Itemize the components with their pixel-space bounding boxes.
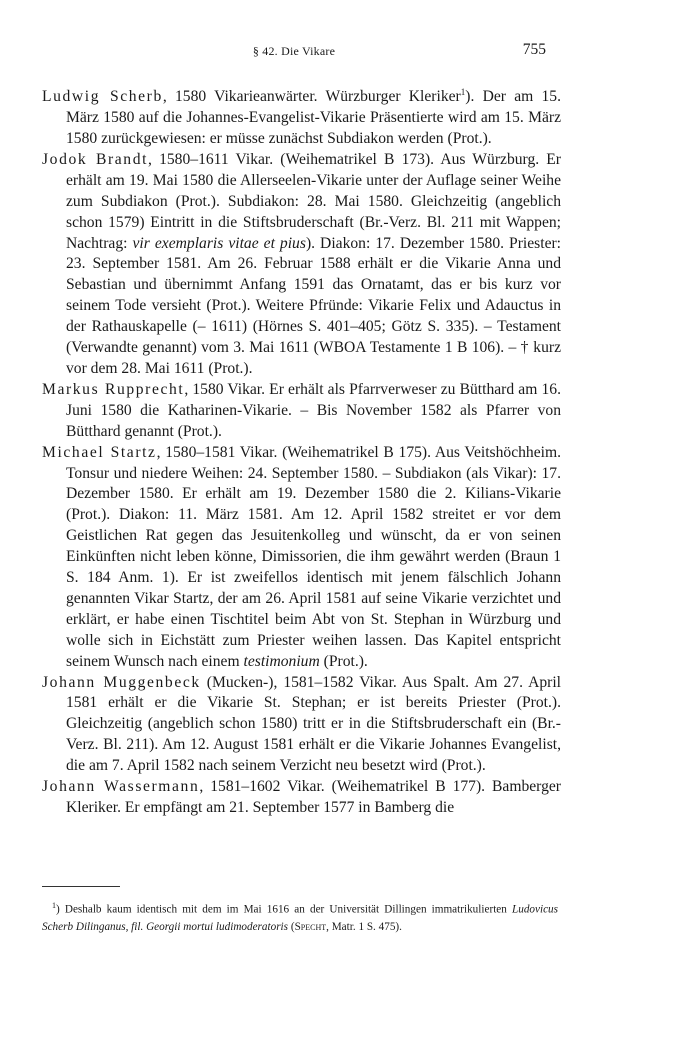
footnote-latin-text: Ludovicus Scherb Dilinganus, fil. Georgii mortui ludimoderatoris [42,903,558,933]
entry-name: Jodok Brandt [42,150,149,168]
footnote-text: ( [288,920,295,933]
entry-text: , 1580–1581 Vikar. (Weihematrikel B 175). Aus Veitshöchheim. Tonsur und niedere Weihen: 24. September 1580. – Subdiakon (als Vikar): 17. Dezember 1580. Er erhält am 19. Dezember 1580 die 2. Kilians-Vikarie (Prot.). Diakon: 11. März 1581. Am 12. April 1582 streitet er vor dem Geistlichen Rat gegen das Jesuitenkolleg und wünscht, da er von seinen Einkünften nicht leben könne, Dimissorien, die ihm gewährt werden (Braun 1 S. 184 Anm. 1). Er ist zweifellos identisch mit jenem fälschlich Johann genannten Vikar Startz, der am 26. April 1581 auf seine Vikarie verzichtet und erklärt, er habe einen Tischtitel beim Abt von St. Stephan in Würzburg und wolle sich in Eichstätt zum Priester weihen lassen. Das Kapitel entspricht seinem Wunsch nach einem [66,443,561,670]
entry-text: ). Diakon: 17. Dezember 1580. Priester: 23. September 1581. Am 26. Februar 1588 erhält er die Vikarie Anna und Sebastian und übernimmt Anfang 1591 das Ornatamt, das er bis kurz vor seinem Tode versieht (Prot.). Weitere Pfründe: Vikarie Felix und Adauctus in der Rathauskapelle (– 1611) (Hörnes S. 401–405; Götz S. 335). – Testament (Verwandte genannt) vom 3. Mai 1611 (WBOA Testamente 1 B 106). – † kurz vor dem 28. Mai 1611 (Prot.). [66,234,562,377]
entry-text: , 1581–1602 Vikar. (Weihematrikel B 177). Bamberger Kleriker. Er empfängt am 21. September 1577 in Bamberg die [66,778,561,816]
footnote-author: Specht [294,920,327,933]
entry-name: Ludwig Scherb [42,88,163,106]
entry-latin-text: testimonium [243,652,320,670]
entry-text: , 1580–1611 Vikar. (Weihematrikel B 173). Aus Würzburg. Er erhält am 19. Mai 1580 die Allerseelen-Vikarie unter der Auflage seiner Weihe zum Subdiakon (Prot.). Subdiakon: 28. Mai 1580. Gleichzeitig (angeblich schon 1579) Eintritt in die Stiftsbruderschaft (Br.-Verz. Bl. 211 mit Wappen; Nachtrag: [66,150,562,252]
footnote-reference: 1 [460,87,466,97]
entry-jodok-brandt [42,150,561,380]
entry-text: (Prot.). [319,652,368,670]
footnote [42,897,558,936]
entry-latin-text: vir exemplaris vitae et pius [132,234,306,252]
entry-name: Johann Wassermann [42,778,200,796]
entry-michael-startz [42,443,561,673]
entry-johann-wassermann [42,777,561,819]
entry-text: , 1580 Vikar. Er erhält als Pfarrverweser zu Bütthard am 16. Juni 1580 die Katharinen-Vikarie. – Bis November 1582 als Pfarrer von Bütthard genannt (Prot.). [66,380,561,440]
footnote-text: ) Deshalb kaum identisch mit dem im Mai 1616 an der Universität Dillingen immatrikulierten [56,903,512,916]
entry-johann-muggenbeck [42,673,561,778]
entry-text: , 1580 Vikarieanwärter. Würzburger Kleriker [162,88,461,106]
entry-markus-rupprecht [42,380,561,443]
footnote-text: , Matr. 1 S. 475). [326,920,402,933]
page-header [42,41,546,64]
document-body [42,82,561,819]
footnote-mark: 1 [52,901,56,910]
entry-name: Markus Rupprecht [42,380,185,398]
entry-ludwig-scherb [42,82,561,150]
entry-name: Michael Startz [42,443,157,461]
entry-text: (Mucken-), 1581–1582 Vikar. Aus Spalt. Am 27. April 1581 erhält er die Vikarie St. Stephan; er ist bereits Priester (Prot.). Gleichzeitig (angeblich schon 1580) tritt er in die Stiftsbruderschaft ein (Br.-Verz. Bl. 211). Am 12. August 1581 erhält er die Vikarie Johannes Evangelist, die am 7. April 1582 nach seinem Verzicht neu besetzt wird (Prot.). [66,673,562,775]
running-head: § 42. Die Vikare [252,44,336,58]
entry-text: ). Der am 15. März 1580 auf die Johannes-Evangelist-Vikarie Präsentierte wird am 15. März 1580 zurückgewiesen: er müsse zunächst Subdiakon werden (Prot.). [66,88,561,147]
footnote-divider [42,886,120,887]
page-number: 755 [522,41,546,58]
entry-name: Johann Muggenbeck [42,673,201,691]
